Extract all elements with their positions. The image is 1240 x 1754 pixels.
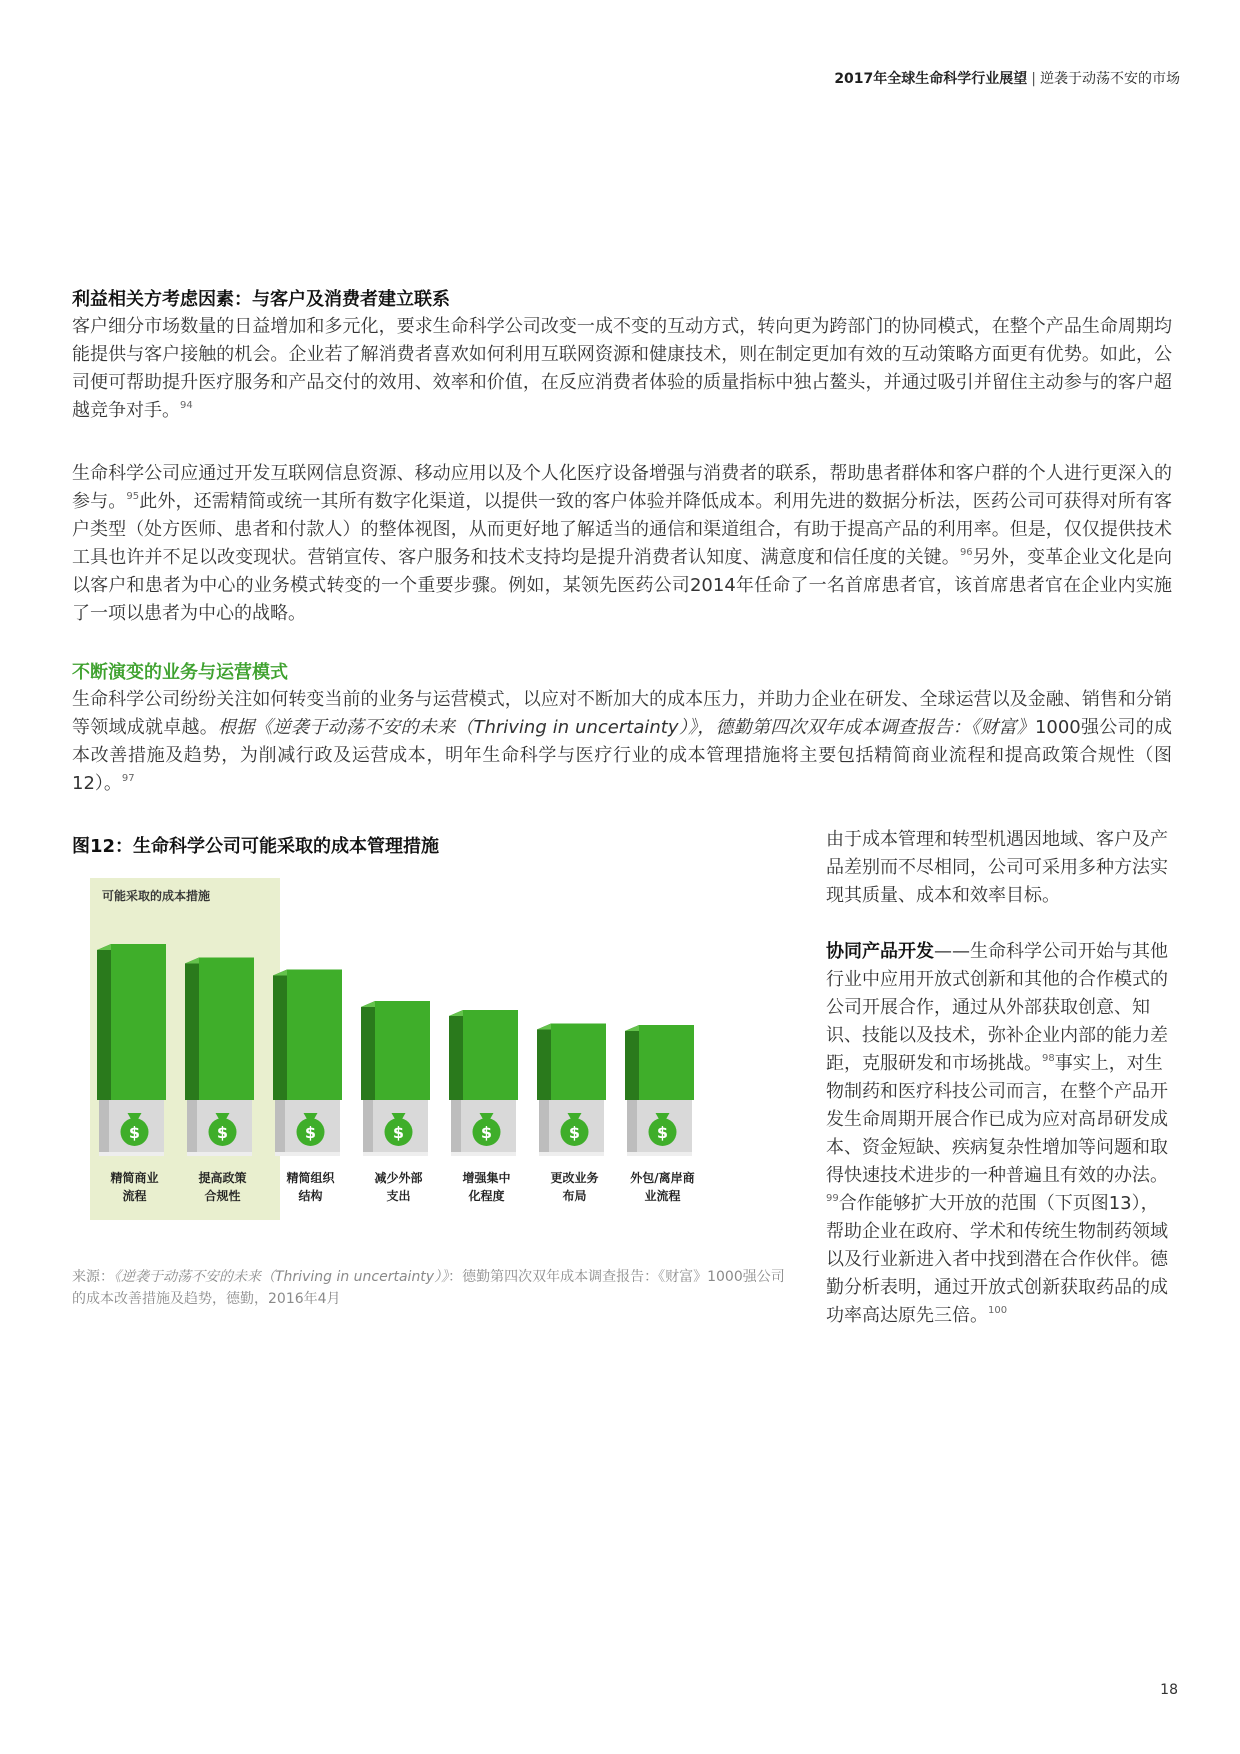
category-label: 提高政策 [198, 1171, 247, 1185]
page-number: 18 [1160, 1682, 1178, 1698]
bar [287, 970, 342, 1101]
pedestal-side [363, 1100, 373, 1152]
footnote-ref: 97 [121, 773, 135, 784]
pedestal-base [275, 1152, 340, 1156]
category-label: 减少外部 [374, 1171, 423, 1185]
svg-text:$: $ [216, 1123, 229, 1142]
bar-side [97, 944, 111, 1100]
category-label: 精简商业 [110, 1171, 159, 1185]
footnote-ref: 100 [988, 1305, 1008, 1316]
category-label: 合规性 [204, 1189, 241, 1203]
footnote-ref: 98 [1042, 1053, 1055, 1064]
svg-text:$: $ [128, 1123, 141, 1142]
chart-canvas [72, 870, 792, 1230]
footnote-ref: 95 [126, 491, 140, 502]
figure-title: 图12：生命科学公司可能采取的成本管理措施 [72, 836, 440, 857]
pedestal-side [99, 1100, 109, 1152]
category-label: 布局 [562, 1189, 587, 1203]
section-operating-models [72, 660, 1172, 798]
bar [463, 1010, 518, 1100]
footnote-ref: 94 [180, 400, 193, 411]
pedestal-side [627, 1100, 637, 1152]
cost-measures-chart [72, 870, 792, 1230]
section-title-customer: 利益相关方考虑因素：与客户及消费者建立联系 [72, 289, 450, 310]
sidebar-paragraph-2: 协同产品开发——生命科学公司开始与其他行业中应用开放式创新和其他的合作模式的公司开展合作，通过从外部获取创意、知识、技能以及技术，弥补企业内部的能力差距，克服研发和市场挑战。$^{98}$事实上，对生物制药和医疗科技公司而言，在整个产品开发生命周期开展合作已成为应对高昂研发成本、资金短缺、疾病复杂性增加等问题和取得快速技术进步的一种普遍且有效的办法。$^{99}$合作能够扩大开放的范围（下页图13），帮助企业在政府、学术和传统生物制药领域以及行业新进入者中找到潜在合作伙伴。德勤分析表明，通过开放式创新获取药品的成功率高达原先三倍。$^{100}$ [826, 941, 1168, 1326]
bar [199, 958, 254, 1101]
footnote-ref: 96 [959, 547, 973, 558]
svg-text:$: $ [568, 1123, 581, 1142]
pedestal-side [275, 1100, 285, 1152]
running-header [834, 68, 1180, 88]
header-separator: | [1031, 71, 1036, 87]
category-label: 流程 [122, 1189, 147, 1203]
bar-side [361, 1001, 375, 1100]
bar [111, 944, 166, 1100]
section-title-operating: 不断演变的业务与运营模式 [72, 662, 288, 683]
footnote-ref: 99 [826, 1193, 839, 1204]
pedestal-base [187, 1152, 252, 1156]
report-subtitle: 逆袭于动荡不安的市场 [1040, 71, 1180, 87]
category-label: 支出 [386, 1189, 411, 1203]
pedestal-base [539, 1152, 604, 1156]
pedestal-side [187, 1100, 197, 1152]
figure-source: 来源：《逆袭于动荡不安的未来（Thriving in uncertainty）》：德勤第四次双年成本调查报告：《财富》1000强公司的成本改善措施及趋势，德勤，2016年4月 [72, 1269, 785, 1307]
report-title: 2017年全球生命科学行业展望 [834, 71, 1028, 87]
collab-dev-heading: 协同产品开发 [826, 941, 934, 962]
pedestal-side [539, 1100, 549, 1152]
bar-group [537, 1024, 606, 1204]
bar-group [449, 1010, 518, 1203]
pedestal-side [451, 1100, 461, 1152]
pedestal-base [627, 1152, 692, 1156]
sidebar-paragraph-1: 由于成本管理和转型机遇因地域、客户及产品差别而不尽相同，公司可采用多种方法实现其质量、成本和效率目标。 [826, 829, 1168, 906]
bar-side [625, 1025, 639, 1100]
bar-group [273, 970, 342, 1204]
paragraph-operating: 生命科学公司纷纷关注如何转变当前的业务与运营模式，以应对不断加大的成本压力，并助力企业在研发、全球运营以及金融、销售和分销等领域成就卓越。根据《逆袭于动荡不安的未来（Thriving in uncertainty）》，德勤第四次双年成本调查报告：《财富》1000强公司的成本改善措施及趋势，为削减行政及运营成本，明年生命科学与医疗行业的成本管理措施将主要包括精简商业流程和提高政策合规性（图12）。$^{97}$ [72, 689, 1173, 794]
category-label: 外包/离岸商 [630, 1171, 695, 1185]
bar-group [625, 1025, 695, 1203]
sidebar-column [826, 826, 1176, 1330]
bar-side [449, 1010, 463, 1100]
section-consumer-links [72, 460, 1172, 628]
svg-text:$: $ [304, 1123, 317, 1142]
svg-text:$: $ [480, 1123, 493, 1142]
bar [551, 1024, 606, 1101]
bar [639, 1025, 694, 1100]
paragraph-customer-1: 客户细分市场数量的日益增加和多元化，要求生命科学公司改变一成不变的互动方式，转向更为跨部门的协同模式，在整个产品生命周期均能提供与客户接触的机会。企业若了解消费者喜欢如何利用互联网资源和健康技术，则在制定更加有效的互动策略方面更有优势。如此，公司便可帮助提升医疗服务和产品交付的效用、效率和价值，在反应消费者体验的质量指标中独占鳌头，并通过吸引并留住主动参与的客户超越竞争对手。$^{94}$ [72, 316, 1172, 421]
bar-group [361, 1001, 430, 1203]
category-label: 结构 [298, 1189, 323, 1203]
category-label: 增强集中 [462, 1171, 511, 1185]
pedestal-base [363, 1152, 428, 1156]
category-label: 精简组织 [286, 1171, 335, 1185]
category-label: 业流程 [644, 1189, 681, 1203]
category-label: 化程度 [468, 1189, 505, 1203]
highlight-label: 可能采取的成本措施 [102, 889, 211, 903]
bar [375, 1001, 430, 1100]
svg-text:$: $ [656, 1123, 669, 1142]
pedestal-base [451, 1152, 516, 1156]
category-label: 更改业务 [550, 1171, 599, 1185]
pedestal-base [99, 1152, 164, 1156]
bar-side [273, 970, 287, 1101]
svg-text:$: $ [392, 1123, 405, 1142]
section-customer-engagement [72, 287, 1172, 425]
paragraph-customer-2: 生命科学公司应通过开发互联网信息资源、移动应用以及个人化医疗设备增强与消费者的联系，帮助患者群体和客户群的个人进行更深入的参与。$^{95}$此外，还需精简或统一其所有数字化渠道，以提供一致的客户体验并降低成本。利用先进的数据分析法，医药公司可获得对所有客户类型（处方医师、患者和付款人）的整体视图，从而更好地了解适当的通信和渠道组合，有助于提高产品的利用率。但是，仅仅提供技术工具也许并不足以改变现状。营销宣传、客户服务和技术支持均是提升消费者认知度、满意度和信任度的关键。$^{96}$另外，变革企业文化是向以客户和患者为中心的业务模式转变的一个重要步骤。例如，某领先医药公司2014年任命了一名首席患者官，该首席患者官在企业内实施了一项以患者为中心的战略。 [72, 463, 1173, 624]
bar-side [185, 958, 199, 1101]
bar-side [537, 1024, 551, 1101]
